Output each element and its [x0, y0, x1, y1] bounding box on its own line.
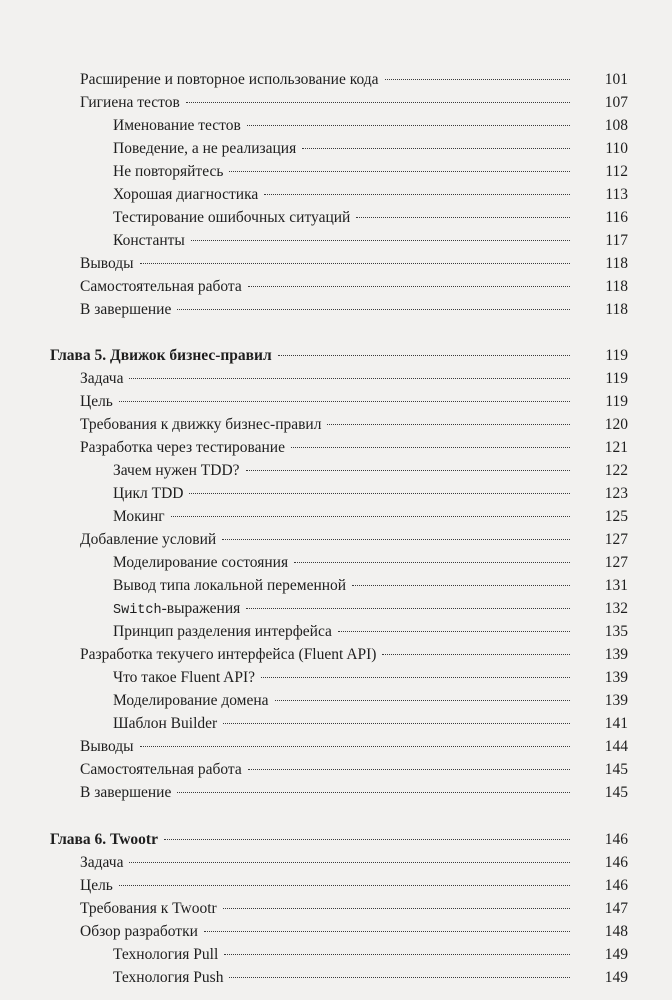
toc-entry-title: Мокинг: [113, 508, 165, 525]
dot-leader: [119, 885, 570, 886]
dot-leader: [224, 954, 570, 955]
toc-entry-title: Моделирование состояния: [113, 554, 289, 571]
toc-section-entry: [0, 643, 672, 667]
toc-entry-label: [80, 920, 576, 944]
toc-page-number: 146: [604, 854, 628, 871]
toc-page-number: 145: [604, 784, 628, 801]
toc-entry-label: [113, 160, 576, 184]
toc-entry-label: [113, 505, 576, 529]
dot-leader: [327, 424, 570, 425]
toc-page-number: 135: [604, 623, 628, 640]
toc-subsection-entry: [0, 229, 672, 253]
toc-entry-label: [80, 252, 576, 276]
dot-leader: [278, 355, 570, 356]
toc-entry-title: Хорошая диагностика: [113, 186, 259, 203]
toc-subsection-entry: [0, 574, 672, 598]
toc-entry-label: [113, 712, 576, 736]
toc-subsection-entry: [0, 966, 672, 990]
toc-section-entry: [0, 897, 672, 921]
toc-chapter-entry: [0, 344, 672, 368]
toc-page-number: 113: [605, 186, 628, 203]
dot-leader: [356, 217, 570, 218]
toc-section-entry: [0, 390, 672, 414]
toc-entry-label: [80, 367, 576, 391]
toc-chapter-entry: [0, 828, 672, 852]
dot-leader: [119, 401, 570, 402]
toc-section-entry: [0, 781, 672, 805]
toc-section-entry: [0, 252, 672, 276]
toc-entry-label: [113, 229, 576, 253]
toc-page-number: 141: [604, 715, 628, 732]
dot-leader: [382, 654, 570, 655]
toc-entry-title: Поведение, а не реализация: [113, 140, 297, 157]
toc-entry-code: Switch: [113, 603, 162, 618]
toc-page-number: 101: [604, 71, 628, 88]
toc-entry-title: Вывод типа локальной переменной: [113, 577, 347, 594]
dot-leader: [223, 723, 570, 724]
dot-leader: [352, 585, 570, 586]
dot-leader: [247, 125, 570, 126]
toc-subsection-entry: [0, 137, 672, 161]
toc-entry-title: Выводы: [80, 255, 134, 272]
toc-entry-title: Цикл TDD: [113, 485, 184, 502]
dot-leader: [204, 931, 570, 932]
toc-page-number: 146: [604, 877, 628, 894]
toc-subsection-entry: [0, 482, 672, 506]
toc-entry-title: Цель: [80, 877, 113, 894]
toc-section-entry: [0, 735, 672, 759]
toc-page-number: 125: [604, 508, 628, 525]
toc-entry-label: [50, 344, 576, 368]
toc-subsection-entry: [0, 689, 672, 713]
toc-page-number: 112: [605, 163, 628, 180]
toc-subsection-entry: [0, 943, 672, 967]
toc-entry-label: [113, 137, 576, 161]
toc-subsection-entry: [0, 505, 672, 529]
toc-subsection-entry: [0, 114, 672, 138]
toc-entry-label: [113, 114, 576, 138]
toc-entry-title: Расширение и повторное использование кода: [80, 71, 379, 88]
toc-entry-label: [113, 666, 576, 690]
toc-entry-title: Глава 5. Движок бизнес-правил: [50, 347, 272, 364]
toc-entry-title: Технология Pull: [113, 946, 219, 963]
toc-entry-title: Требования к Twootr: [80, 900, 217, 917]
toc-entry-title: Задача: [80, 370, 124, 387]
toc-page-number: 118: [605, 278, 628, 295]
toc-subsection-entry: [0, 666, 672, 690]
toc-entry-label: [80, 275, 576, 299]
toc-entry-label: [113, 183, 576, 207]
toc-page-number: 146: [604, 831, 628, 848]
toc-section-entry: [0, 298, 672, 322]
toc-entry-title: Шаблон Builder: [113, 715, 218, 732]
dot-leader: [229, 977, 570, 978]
toc-entry-title: Технология Push: [113, 969, 224, 986]
toc-page-number: 147: [604, 900, 628, 917]
toc-entry-title: В завершение: [80, 784, 172, 801]
dot-leader: [140, 263, 570, 264]
toc-entry-title: Константы: [113, 232, 185, 249]
toc-page-number: 148: [604, 923, 628, 940]
toc-page-number: 149: [604, 969, 628, 986]
toc-page-number: 110: [605, 140, 628, 157]
dot-leader: [171, 516, 570, 517]
toc-entry-label: [113, 459, 576, 483]
dot-leader: [189, 493, 570, 494]
toc-entry-title: В завершение: [80, 301, 172, 318]
toc-entry-label: [113, 574, 576, 598]
toc-section-entry: [0, 91, 672, 115]
toc-entry-label: [50, 828, 576, 852]
toc-section-entry: [0, 851, 672, 875]
dot-leader: [222, 539, 570, 540]
toc-page-number: 119: [605, 393, 628, 410]
dot-leader: [177, 792, 570, 793]
toc-page-number: 118: [605, 255, 628, 272]
toc-page-number: 120: [604, 416, 628, 433]
toc-section-entry: [0, 528, 672, 552]
toc-subsection-entry: [0, 620, 672, 644]
toc-entry-label: [80, 758, 576, 782]
toc-page-number: 132: [604, 600, 628, 617]
toc-page-number: 139: [604, 646, 628, 663]
toc-page-number: 116: [605, 209, 628, 226]
dot-leader: [246, 470, 570, 471]
toc-page-number: 139: [604, 669, 628, 686]
dot-leader: [302, 148, 570, 149]
toc-page-number: 145: [604, 761, 628, 778]
dot-leader: [294, 562, 570, 563]
toc-subsection-entry: [0, 597, 672, 621]
toc-page-number: 119: [605, 370, 628, 387]
toc-subsection-entry: [0, 206, 672, 230]
toc-entry-title: -выражения: [161, 600, 241, 617]
dot-leader: [177, 309, 570, 310]
toc-entry-title: Тестирование ошибочных ситуаций: [113, 209, 351, 226]
toc-entry-label: [113, 620, 576, 644]
toc-page-number: 144: [604, 738, 628, 755]
toc-section-entry: [0, 920, 672, 944]
toc-page-number: 121: [604, 439, 628, 456]
toc-entry-label: [80, 390, 576, 414]
toc-entry-label: [80, 436, 576, 460]
dot-leader: [223, 908, 570, 909]
toc-entry-label: [113, 966, 576, 990]
toc-entry-title: Добавление условий: [80, 531, 217, 548]
toc-section-entry: [0, 413, 672, 437]
dot-leader: [275, 700, 570, 701]
toc-subsection-entry: [0, 551, 672, 575]
toc-entry-label: [80, 735, 576, 759]
toc-entry-label: [80, 68, 576, 92]
toc-page-number: 108: [604, 117, 628, 134]
toc-entry-title: Именование тестов: [113, 117, 241, 134]
dot-leader: [385, 79, 570, 80]
toc-entry-title: Принцип разделения интерфейса: [113, 623, 332, 640]
toc-page-number: 122: [604, 462, 628, 479]
toc-page-number: 123: [604, 485, 628, 502]
toc-entry-label: [80, 528, 576, 552]
toc-section-entry: [0, 275, 672, 299]
toc-page-number: 149: [604, 946, 628, 963]
dot-leader: [229, 171, 570, 172]
toc-section-entry: [0, 436, 672, 460]
toc-entry-title: Гигиена тестов: [80, 94, 180, 111]
toc-entry-label: [80, 91, 576, 115]
dot-leader: [129, 378, 570, 379]
toc-entry-title: Что такое Fluent API?: [113, 669, 256, 686]
toc-entry-title: Зачем нужен TDD?: [113, 462, 240, 479]
dot-leader: [248, 286, 570, 287]
toc-entry-title: Глава 6. Twootr: [50, 831, 158, 848]
dot-leader: [248, 769, 570, 770]
toc-entry-title: Разработка через тестирование: [80, 439, 285, 456]
toc-entry-label: [80, 897, 576, 921]
toc-entry-label: [113, 482, 576, 506]
dot-leader: [129, 862, 570, 863]
dot-leader: [191, 240, 570, 241]
dot-leader: [186, 102, 570, 103]
toc-entry-title: Разработка текучего интерфейса (Fluent API): [80, 646, 377, 663]
toc-entry-label: [113, 551, 576, 575]
dot-leader: [164, 839, 570, 840]
toc-page-number: 127: [604, 531, 628, 548]
toc-entry-label: [80, 874, 576, 898]
toc-entry-title: Обзор разработки: [80, 923, 198, 940]
toc-entry-title: Не повторяйтесь: [113, 163, 224, 180]
toc-page-number: 131: [604, 577, 628, 594]
toc-page-number: 139: [604, 692, 628, 709]
toc-section-entry: [0, 367, 672, 391]
toc-page-number: 127: [604, 554, 628, 571]
toc-section-entry: [0, 758, 672, 782]
toc-page-number: 107: [604, 94, 628, 111]
toc-section-entry: [0, 874, 672, 898]
toc-entry-label: [80, 643, 576, 667]
toc-entry-label: [113, 206, 576, 230]
toc-subsection-entry: [0, 183, 672, 207]
toc-page-number: 117: [605, 232, 628, 249]
dot-leader: [246, 608, 570, 609]
toc-section-entry: [0, 68, 672, 92]
toc-subsection-entry: [0, 160, 672, 184]
dot-leader: [338, 631, 570, 632]
toc-entry-title: Самостоятельная работа: [80, 761, 242, 778]
toc-entry-title: Самостоятельная работа: [80, 278, 242, 295]
toc-subsection-entry: [0, 459, 672, 483]
toc-subsection-entry: [0, 712, 672, 736]
toc-entry-title: Задача: [80, 854, 124, 871]
toc-entry-title: Цель: [80, 393, 113, 410]
toc-entry-title: Выводы: [80, 738, 134, 755]
toc-entry-label: [113, 943, 576, 967]
dot-leader: [140, 746, 570, 747]
toc-page-number: 118: [605, 301, 628, 318]
toc-page-number: 119: [605, 347, 628, 364]
toc-entry-label: [80, 851, 576, 875]
toc-entry-title: Моделирование домена: [113, 692, 269, 709]
toc-entry-title: Требования к движку бизнес-правил: [80, 416, 322, 433]
dot-leader: [291, 447, 570, 448]
dot-leader: [264, 194, 570, 195]
toc-entry-label: [80, 298, 576, 322]
toc-entry-label: [113, 689, 576, 713]
toc-entry-label: [80, 413, 576, 437]
dot-leader: [261, 677, 570, 678]
toc-entry-label: [80, 781, 576, 805]
